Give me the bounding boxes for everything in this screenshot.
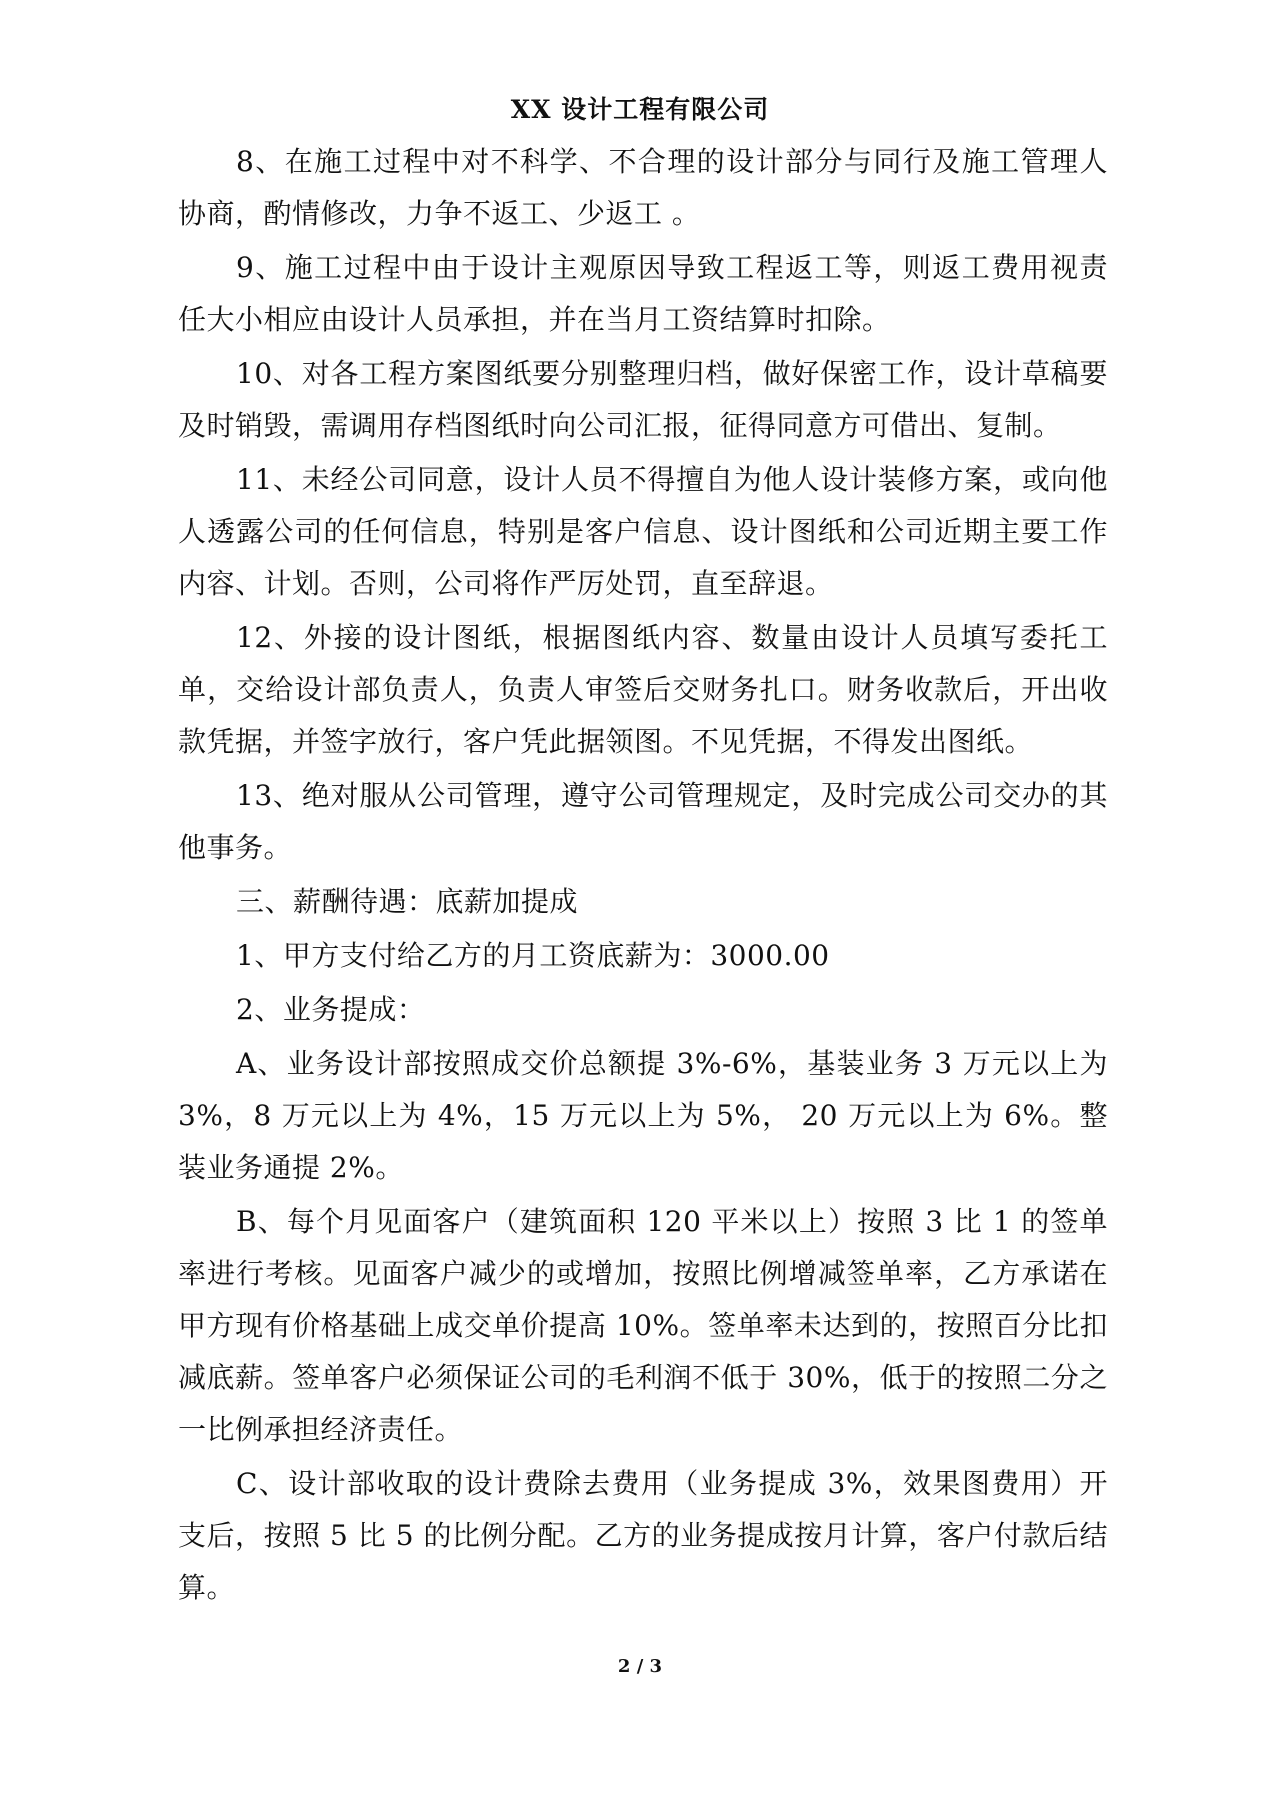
paragraph-commission-a: A、业务设计部按照成交价总额提 3%-6%，基装业务 3 万元以上为 3%，8 万元以上为 4%，15 万元以上为 5%， 20 万元以上为 6%。整装业务通提 2%。 [178, 1047, 1108, 1184]
paragraph-clause-8: 8、在施工过程中对不科学、不合理的设计部分与同行及施工管理人协商，酌情修改，力争不返工、少返工 。 [178, 145, 1108, 230]
paragraph-clause-13: 13、绝对服从公司管理，遵守公司管理规定，及时完成公司交办的其他事务。 [178, 779, 1108, 864]
paragraph-commission-heading: 2、业务提成： [236, 993, 426, 1026]
section-heading-salary: 三、薪酬待遇：底薪加提成 [236, 885, 579, 918]
paragraph-commission-b: B、每个月见面客户（建筑面积 120 平米以上）按照 3 比 1 的签单率进行考核。见面客户减少的或增加，按照比例增减签单率，乙方承诺在甲方现有价格基础上成交单价提高 10%。签单率未达到的，按照百分比扣减底薪。签单客户必须保证公司的毛利润不低于 30%，低于的按照二分之一比例承担经济责任。 [178, 1205, 1108, 1446]
paragraph-clause-11: 11、未经公司同意，设计人员不得擅自为他人设计装修方案，或向他人透露公司的任何信息，特别是客户信息、设计图纸和公司近期主要工作内容、计划。否则，公司将作严厉处罚，直至辞退。 [178, 463, 1108, 600]
paragraph-clause-10: 10、对各工程方案图纸要分别整理归档，做好保密工作，设计草稿要及时销毁，需调用存档图纸时向公司汇报，征得同意方可借出、复制。 [178, 357, 1108, 442]
paragraph-base-salary: 1、甲方支付给乙方的月工资底薪为：3000.00 [236, 939, 830, 972]
paragraph-clause-9: 9、施工过程中由于设计主观原因导致工程返工等，则返工费用视责任大小相应由设计人员承担，并在当月工资结算时扣除。 [178, 251, 1108, 336]
document-header: XX 设计工程有限公司 [510, 95, 770, 124]
page-number: 2 / 3 [617, 1656, 663, 1677]
paragraph-commission-c: C、设计部收取的设计费除去费用（业务提成 3%，效果图费用）开支后，按照 5 比 5 的比例分配。乙方的业务提成按月计算，客户付款后结算。 [178, 1467, 1108, 1604]
document-body [178, 136, 1108, 1616]
paragraph-clause-12: 12、外接的设计图纸，根据图纸内容、数量由设计人员填写委托工单，交给设计部负责人，负责人审签后交财务扎口。财务收款后，开出收款凭据，并签字放行，客户凭此据领图。不见凭据，不得发出图纸。 [178, 621, 1108, 758]
